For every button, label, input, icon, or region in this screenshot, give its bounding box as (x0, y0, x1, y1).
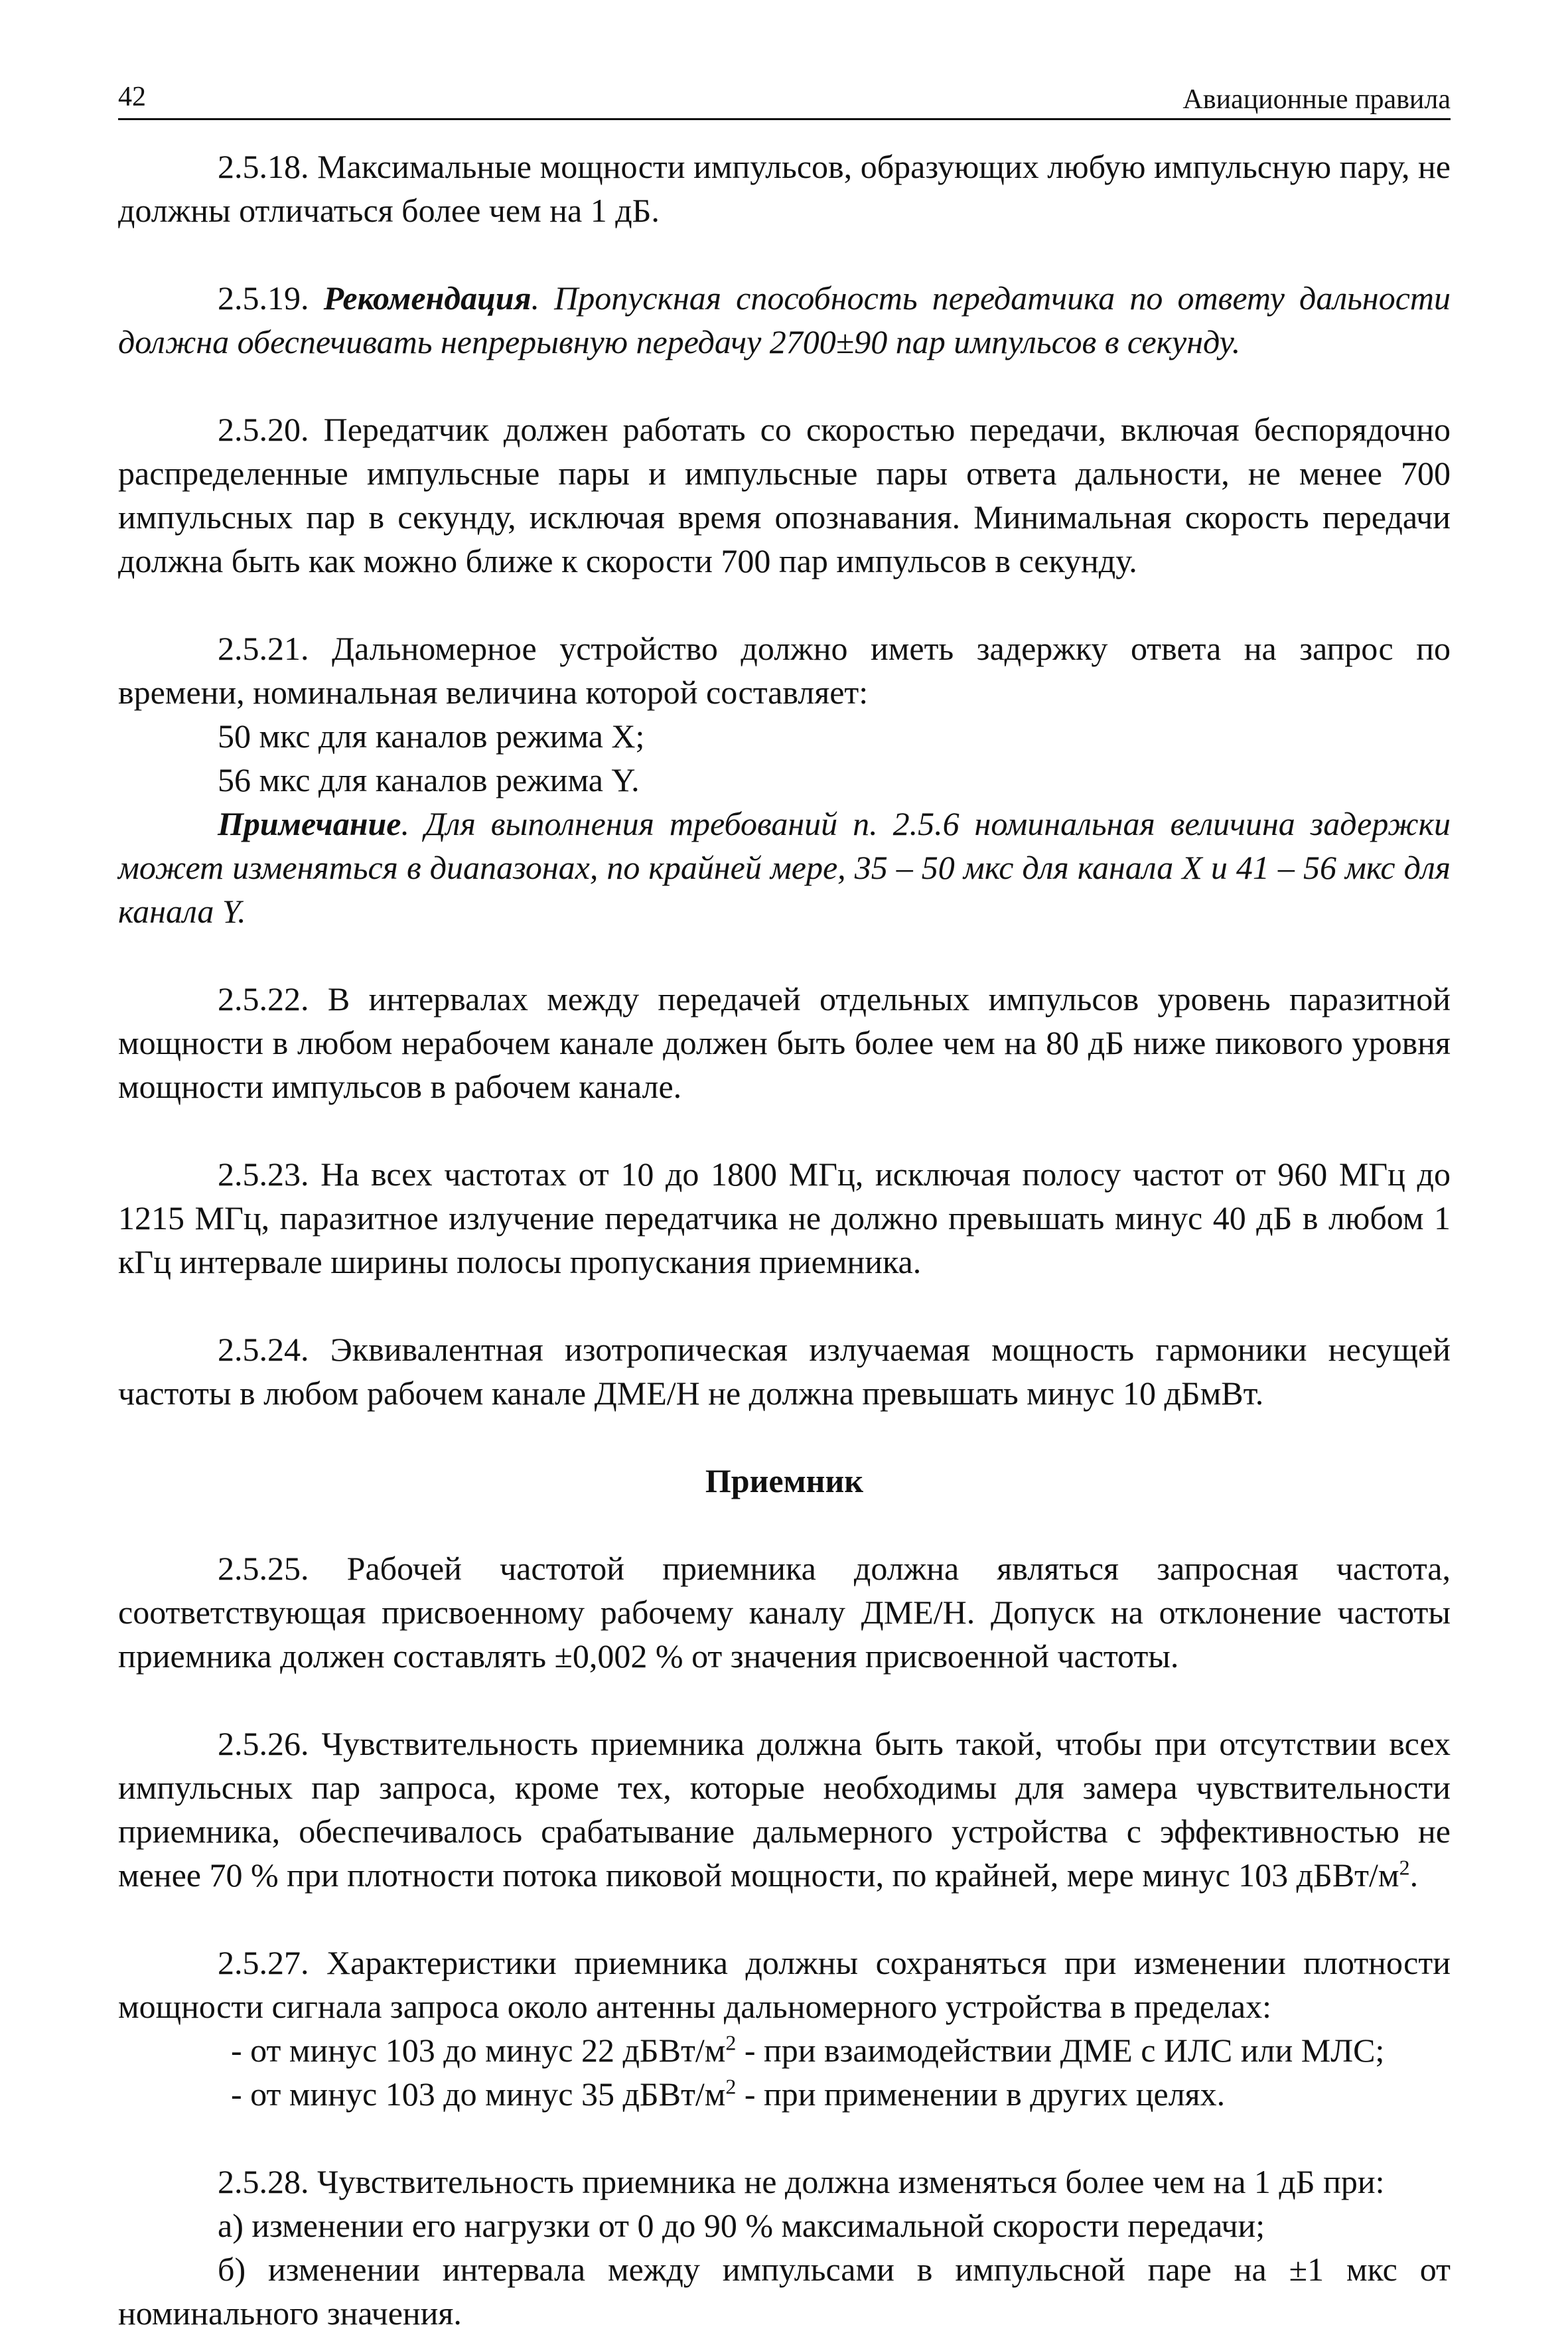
paragraph-2-5-25: 2.5.25. Рабочей частотой приемника должна являться запросная частота, соответствующая присвоенному рабочему каналу ДМЕ/Н. Допуск на отклонение частоты приемника должен составлять ±0,002 % от значения присвоенной частоты. (118, 1550, 1451, 1675)
page-header (118, 78, 1451, 120)
paragraph-2-5-24: 2.5.24. Эквивалентная изотропическая излучаемая мощность гармоники несущей частоты в любом рабочем канале ДМЕ/Н не должна превышать минус 10 дБмВт. (118, 1331, 1451, 1412)
recommendation-text: . Пропускная способность передатчика по ответу дальности должна обеспечивать непрерывную передачу 2700±90 пар импульсов в секунду. (118, 279, 1451, 360)
paragraph-2-5-21-mode-y: 56 мкс для каналов режима Y. (218, 761, 640, 798)
superscript: 2 (725, 2074, 737, 2099)
recommendation-label: Рекомендация (323, 279, 532, 317)
page-number: 42 (118, 82, 146, 112)
document-body (118, 145, 1451, 2335)
item-b-end: - при применении в других целях. (736, 2075, 1226, 2113)
paragraph-2-5-27: 2.5.27. Характеристики приемника должны сохраняться при изменении плотности мощности сигнала запроса около антенны дальномерного устройства в пределах: (118, 1944, 1451, 2025)
note-paragraph (118, 802, 1451, 933)
section-title-receiver: Приемник (705, 1462, 864, 1499)
superscript: 2 (1399, 1855, 1410, 1880)
paragraph-2-5-22: 2.5.22. В интервалах между передачей отдельных импульсов уровень паразитной мощности в любом нерабочем канале должен быть более чем на 80 дБ ниже пикового уровня мощности импульсов в рабочем канале. (118, 980, 1451, 1105)
paragraph-2-5-26-text: 2.5.26. Чувствительность приемника должна быть такой, чтобы при отсутствии всех импульсных пар запроса, кроме тех, которые необходимы для замера чувствительности приемника, обеспечивалось срабатывание дальмерного устройства с эффективностью не менее 70 % при плотности потока пиковой мощности, по крайней, мере минус 103 дБВт/м (118, 1725, 1451, 1894)
paragraph-2-5-26-end: . (1409, 1856, 1419, 1894)
paragraph-2-5-26 (118, 1722, 1451, 1897)
paragraph-2-5-27-item-b (118, 2072, 1451, 2116)
paragraph-2-5-18: 2.5.18. Максимальные мощности импульсов, образующих любую импульсную пару, не должны отличаться более чем на 1 дБ. (118, 148, 1451, 229)
running-title: Авиационные правила (1182, 84, 1451, 115)
paragraph-2-5-28-item-a: а) изменении его нагрузки от 0 до 90 % максимальной скорости передачи; (218, 2207, 1265, 2244)
paragraph-2-5-20: 2.5.20. Передатчик должен работать со скоростью передачи, включая беспорядочно распределенные импульсные пары и импульсные пары ответа дальности, не менее 700 импульсных пар в секунду, исключая время опознавания. Минимальная скорость передачи должна быть как можно ближе к скорости 700 пар импульсов в секунду. (118, 411, 1451, 579)
paragraph-2-5-23: 2.5.23. На всех частотах от 10 до 1800 МГц, исключая полосу частот от 960 МГц до 1215 МГц, паразитное излучение передатчика не должно превышать минус 40 дБ в любом 1 кГц интервале ширины полосы пропускания приемника. (118, 1156, 1451, 1280)
note-label: Примечание (218, 805, 401, 842)
paragraph-2-5-28-item-b: б) изменении интервала между импульсами в импульсной паре на ±1 мкс от номинального значения. (118, 2251, 1451, 2332)
note-text: . Для выполнения требований п. 2.5.6 номинальная величина задержки может изменяться в диапазонах, по крайней мере, 35 – 50 мкс для канала X и 41 – 56 мкс для канала Y. (118, 805, 1451, 930)
item-a-text: - от минус 103 до минус 22 дБВт/м (231, 2032, 726, 2069)
paragraph-2-5-19 (118, 276, 1451, 364)
item-b-text: - от минус 103 до минус 35 дБВт/м (231, 2075, 726, 2113)
paragraph-2-5-19-number: 2.5.19. (218, 279, 324, 317)
item-a-end: - при взаимодействии ДМЕ с ИЛС или МЛС; (736, 2032, 1385, 2069)
paragraph-2-5-21: 2.5.21. Дальномерное устройство должно иметь задержку ответа на запрос по времени, номинальная величина которой составляет: (118, 630, 1451, 711)
paragraph-2-5-27-item-a (118, 2028, 1451, 2072)
superscript: 2 (725, 2030, 737, 2055)
paragraph-2-5-28: 2.5.28. Чувствительность приемника не должна изменяться более чем на 1 дБ при: (218, 2163, 1385, 2200)
paragraph-2-5-21-mode-x: 50 мкс для каналов режима X; (218, 717, 645, 755)
